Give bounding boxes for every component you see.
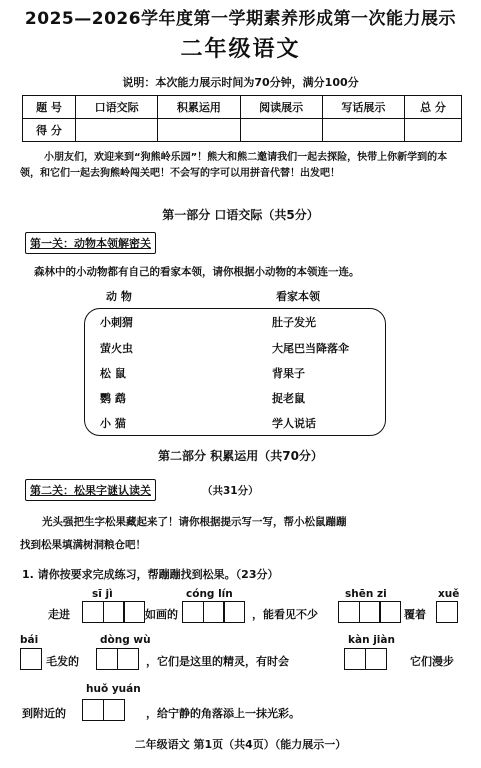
answer-grid[interactable]: [96, 648, 137, 670]
animal-item[interactable]: 鹦 鹉: [100, 392, 126, 405]
char-box[interactable]: [20, 648, 42, 670]
answer-grid[interactable]: [20, 648, 41, 670]
skill-item[interactable]: 学人说话: [272, 417, 316, 430]
sentence-fragment: 覆着: [404, 608, 426, 621]
pinyin-hint: dòng wù: [100, 634, 151, 646]
exam-note: 说明：本次能力展示时间为70分钟，满分100分: [122, 76, 359, 89]
score-header-cell: 阅读展示: [240, 96, 322, 119]
level2-points: （共31分）: [202, 485, 259, 497]
score-header-cell: 题 号: [23, 96, 76, 119]
pinyin-hint: kàn jiàn: [348, 634, 395, 646]
answer-grid[interactable]: [182, 601, 244, 623]
intro-paragraph: 小朋友们，欢迎来到“狗熊岭乐园”！熊大和熊二邀请我们一起去探险，快带上你新学到的本领，和它们一起去狗熊岭闯关吧！不会写的字可以用拼音代替！出发吧！: [20, 152, 448, 179]
pinyin-hint: cóng lín: [186, 588, 233, 600]
char-box[interactable]: [365, 648, 387, 670]
skill-item[interactable]: 大尾巴当降落伞: [272, 342, 349, 355]
score-header-cell: 总 分: [405, 96, 462, 119]
skill-item[interactable]: 肚子发光: [272, 316, 316, 329]
score-input-cell[interactable]: [405, 119, 462, 142]
pinyin-hint: shēn zi: [345, 588, 387, 600]
char-box[interactable]: [223, 601, 245, 623]
pinyin-hint: bái: [20, 634, 39, 646]
score-table: [22, 95, 462, 142]
score-table-score-row: [23, 119, 462, 142]
level2-label: [25, 479, 156, 501]
skill-column-header: 看家本领: [276, 290, 320, 303]
part2-heading: 第二部分 积累运用（共70分）: [158, 449, 323, 463]
animal-item[interactable]: 小刺猬: [100, 316, 133, 329]
animal-item[interactable]: 萤火虫: [100, 342, 133, 355]
sentence-fragment: 如画的: [145, 608, 178, 621]
part1-heading: 第一部分 口语交际（共5分）: [162, 208, 319, 222]
pinyin-hint: sī jì: [92, 588, 113, 600]
question-1: 1. 请你按要求完成练习，帮蹦蹦找到松果。（23分）: [22, 568, 279, 581]
animal-column-header: 动 物: [106, 290, 132, 303]
char-box[interactable]: [344, 648, 366, 670]
level1-label: [25, 232, 156, 254]
level2-label-text: 第二关：松果字谜认读关: [30, 484, 151, 497]
score-input-cell[interactable]: [158, 119, 240, 142]
char-box[interactable]: [359, 601, 381, 623]
score-input-cell[interactable]: [76, 119, 158, 142]
sentence-fragment: ，给宁静的角落添上一抹光彩。: [146, 707, 300, 720]
char-box[interactable]: [82, 699, 104, 721]
char-box[interactable]: [338, 601, 360, 623]
char-box[interactable]: [436, 601, 458, 623]
subject-title: 二年级语文: [180, 37, 301, 62]
char-box[interactable]: [182, 601, 204, 623]
answer-grid[interactable]: [338, 601, 400, 623]
sentence-fragment: 它们漫步: [410, 655, 454, 668]
score-header-cell: 积累运用: [158, 96, 240, 119]
animal-item[interactable]: 松 鼠: [100, 367, 126, 380]
animal-item[interactable]: 小 猫: [100, 417, 126, 430]
part2-instruction-line1: 光头强把生字松果藏起来了！请你根据提示写一写，帮小松鼠蹦蹦: [42, 516, 347, 528]
char-box[interactable]: [103, 601, 125, 623]
level1-label-text: 第一关：动物本领解密关: [30, 237, 151, 250]
score-input-cell[interactable]: [322, 119, 404, 142]
char-box[interactable]: [203, 601, 225, 623]
score-table-header-row: [23, 96, 462, 119]
score-input-cell[interactable]: [240, 119, 322, 142]
char-box[interactable]: [379, 601, 401, 623]
page-footer: 二年级语文 第1页（共4页）（能力展示一）: [134, 738, 347, 751]
part1-instruction: 森林中的小动物都有自己的看家本领，请你根据小动物的本领连一连。: [34, 266, 360, 278]
char-box[interactable]: [96, 648, 118, 670]
char-box[interactable]: [82, 601, 104, 623]
pinyin-hint: xuě: [438, 588, 460, 600]
score-header-cell: 口语交际: [76, 96, 158, 119]
char-box[interactable]: [103, 699, 125, 721]
char-box[interactable]: [117, 648, 139, 670]
part2-instruction-line2: 找到松果填满树洞粮仓吧！: [20, 539, 146, 551]
sentence-fragment: 到附近的: [22, 707, 66, 720]
answer-grid[interactable]: [82, 699, 123, 721]
skill-item[interactable]: 背果子: [272, 367, 305, 380]
answer-grid[interactable]: [344, 648, 385, 670]
score-header-cell: 写话展示: [322, 96, 404, 119]
exam-title: 2025—2026学年度第一学期素养形成第一次能力展示: [24, 9, 457, 29]
sentence-fragment: ，它们是这里的精灵，有时会: [146, 655, 289, 668]
char-box[interactable]: [123, 601, 145, 623]
sentence-fragment: 走进: [48, 608, 70, 621]
sentence-fragment: 毛发的: [46, 655, 79, 668]
pinyin-hint: huǒ yuán: [86, 683, 141, 695]
answer-grid[interactable]: [82, 601, 144, 623]
skill-item[interactable]: 捉老鼠: [272, 392, 305, 405]
answer-grid[interactable]: [436, 601, 457, 623]
sentence-fragment: ，能看见不少: [252, 608, 318, 621]
score-row-label: 得 分: [23, 119, 76, 142]
